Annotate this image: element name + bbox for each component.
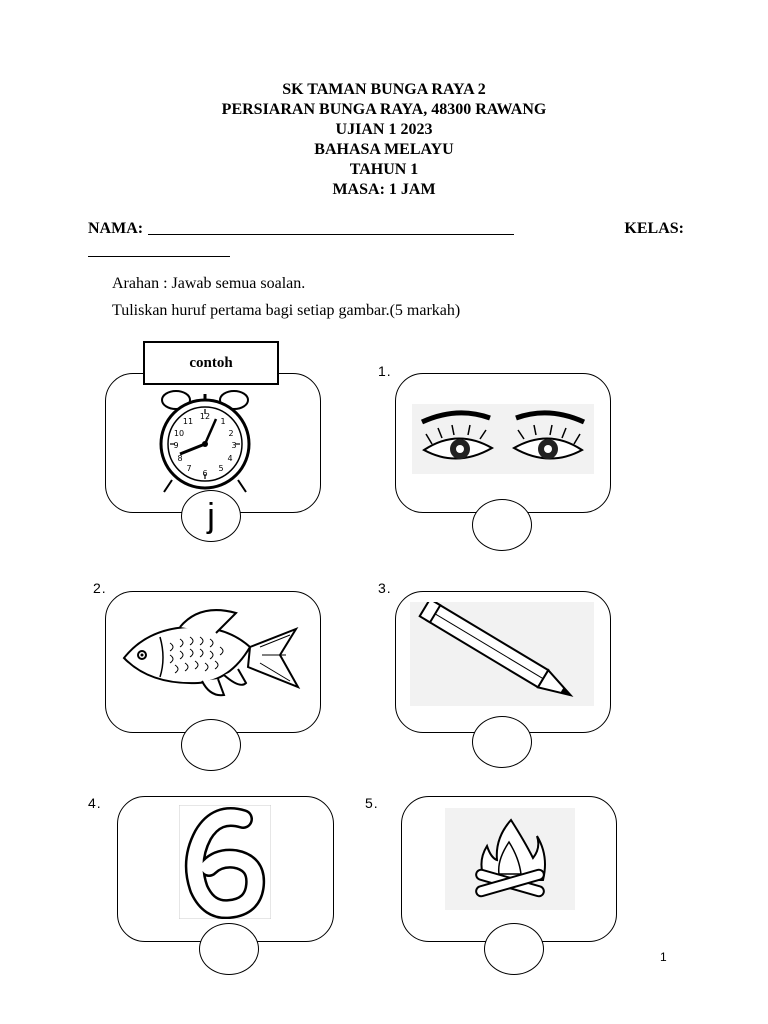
page-number: 1 [660,950,667,964]
svg-text:3: 3 [231,441,237,450]
svg-text:12: 12 [199,412,211,421]
svg-text:8: 8 [177,454,183,463]
exam-header [0,80,768,200]
school-name: SK TAMAN BUNGA RAYA 2 [282,81,486,98]
example-answer: j [207,496,215,535]
question-4-number: 4. [88,795,102,811]
question-3-answer-circle[interactable] [472,716,532,768]
svg-text:5: 5 [218,464,224,473]
question-4-answer-circle[interactable] [199,923,259,975]
fish-icon [120,603,304,698]
question-2-answer-circle[interactable] [181,719,241,771]
year-title: TAHUN 1 [349,161,419,178]
exam-title: UJIAN 1 2023 [335,121,433,138]
svg-text:6: 6 [202,469,208,478]
svg-text:11: 11 [182,417,194,426]
question-5-answer-circle[interactable] [484,923,544,975]
time-title: MASA: 1 JAM [332,181,436,198]
question-2-number: 2. [93,580,107,596]
alarm-clock-icon [150,388,260,494]
question-5-number: 5. [365,795,379,811]
nama-field[interactable] [148,234,514,235]
svg-text:4: 4 [227,454,233,463]
subject-title: BAHASA MELAYU [314,141,454,158]
svg-text:2: 2 [228,429,234,438]
instruction-line-1: Arahan : Jawab semua soalan. [112,275,306,292]
school-address: PERSIARAN BUNGA RAYA, 48300 RAWANG [221,101,547,118]
svg-text:7: 7 [186,464,192,473]
question-3-number: 3. [378,580,392,596]
campfire-icon [445,808,575,910]
svg-text:10: 10 [173,429,185,438]
svg-text:9: 9 [173,441,179,450]
instruction-line-2: Tuliskan huruf pertama bagi setiap gambar.(5 markah) [112,302,461,319]
example-label: contoh [143,341,279,385]
kelas-field[interactable] [88,256,230,257]
svg-text:1: 1 [220,417,226,426]
example-answer-circle [181,490,241,542]
question-1-answer-circle[interactable] [472,499,532,551]
kelas-label: KELAS: [624,220,684,237]
question-1-number: 1. [378,363,392,379]
pencil-icon [410,602,594,706]
nama-label: NAMA: [88,220,144,237]
eyes-icon [412,404,594,474]
number-six-icon [179,805,271,919]
